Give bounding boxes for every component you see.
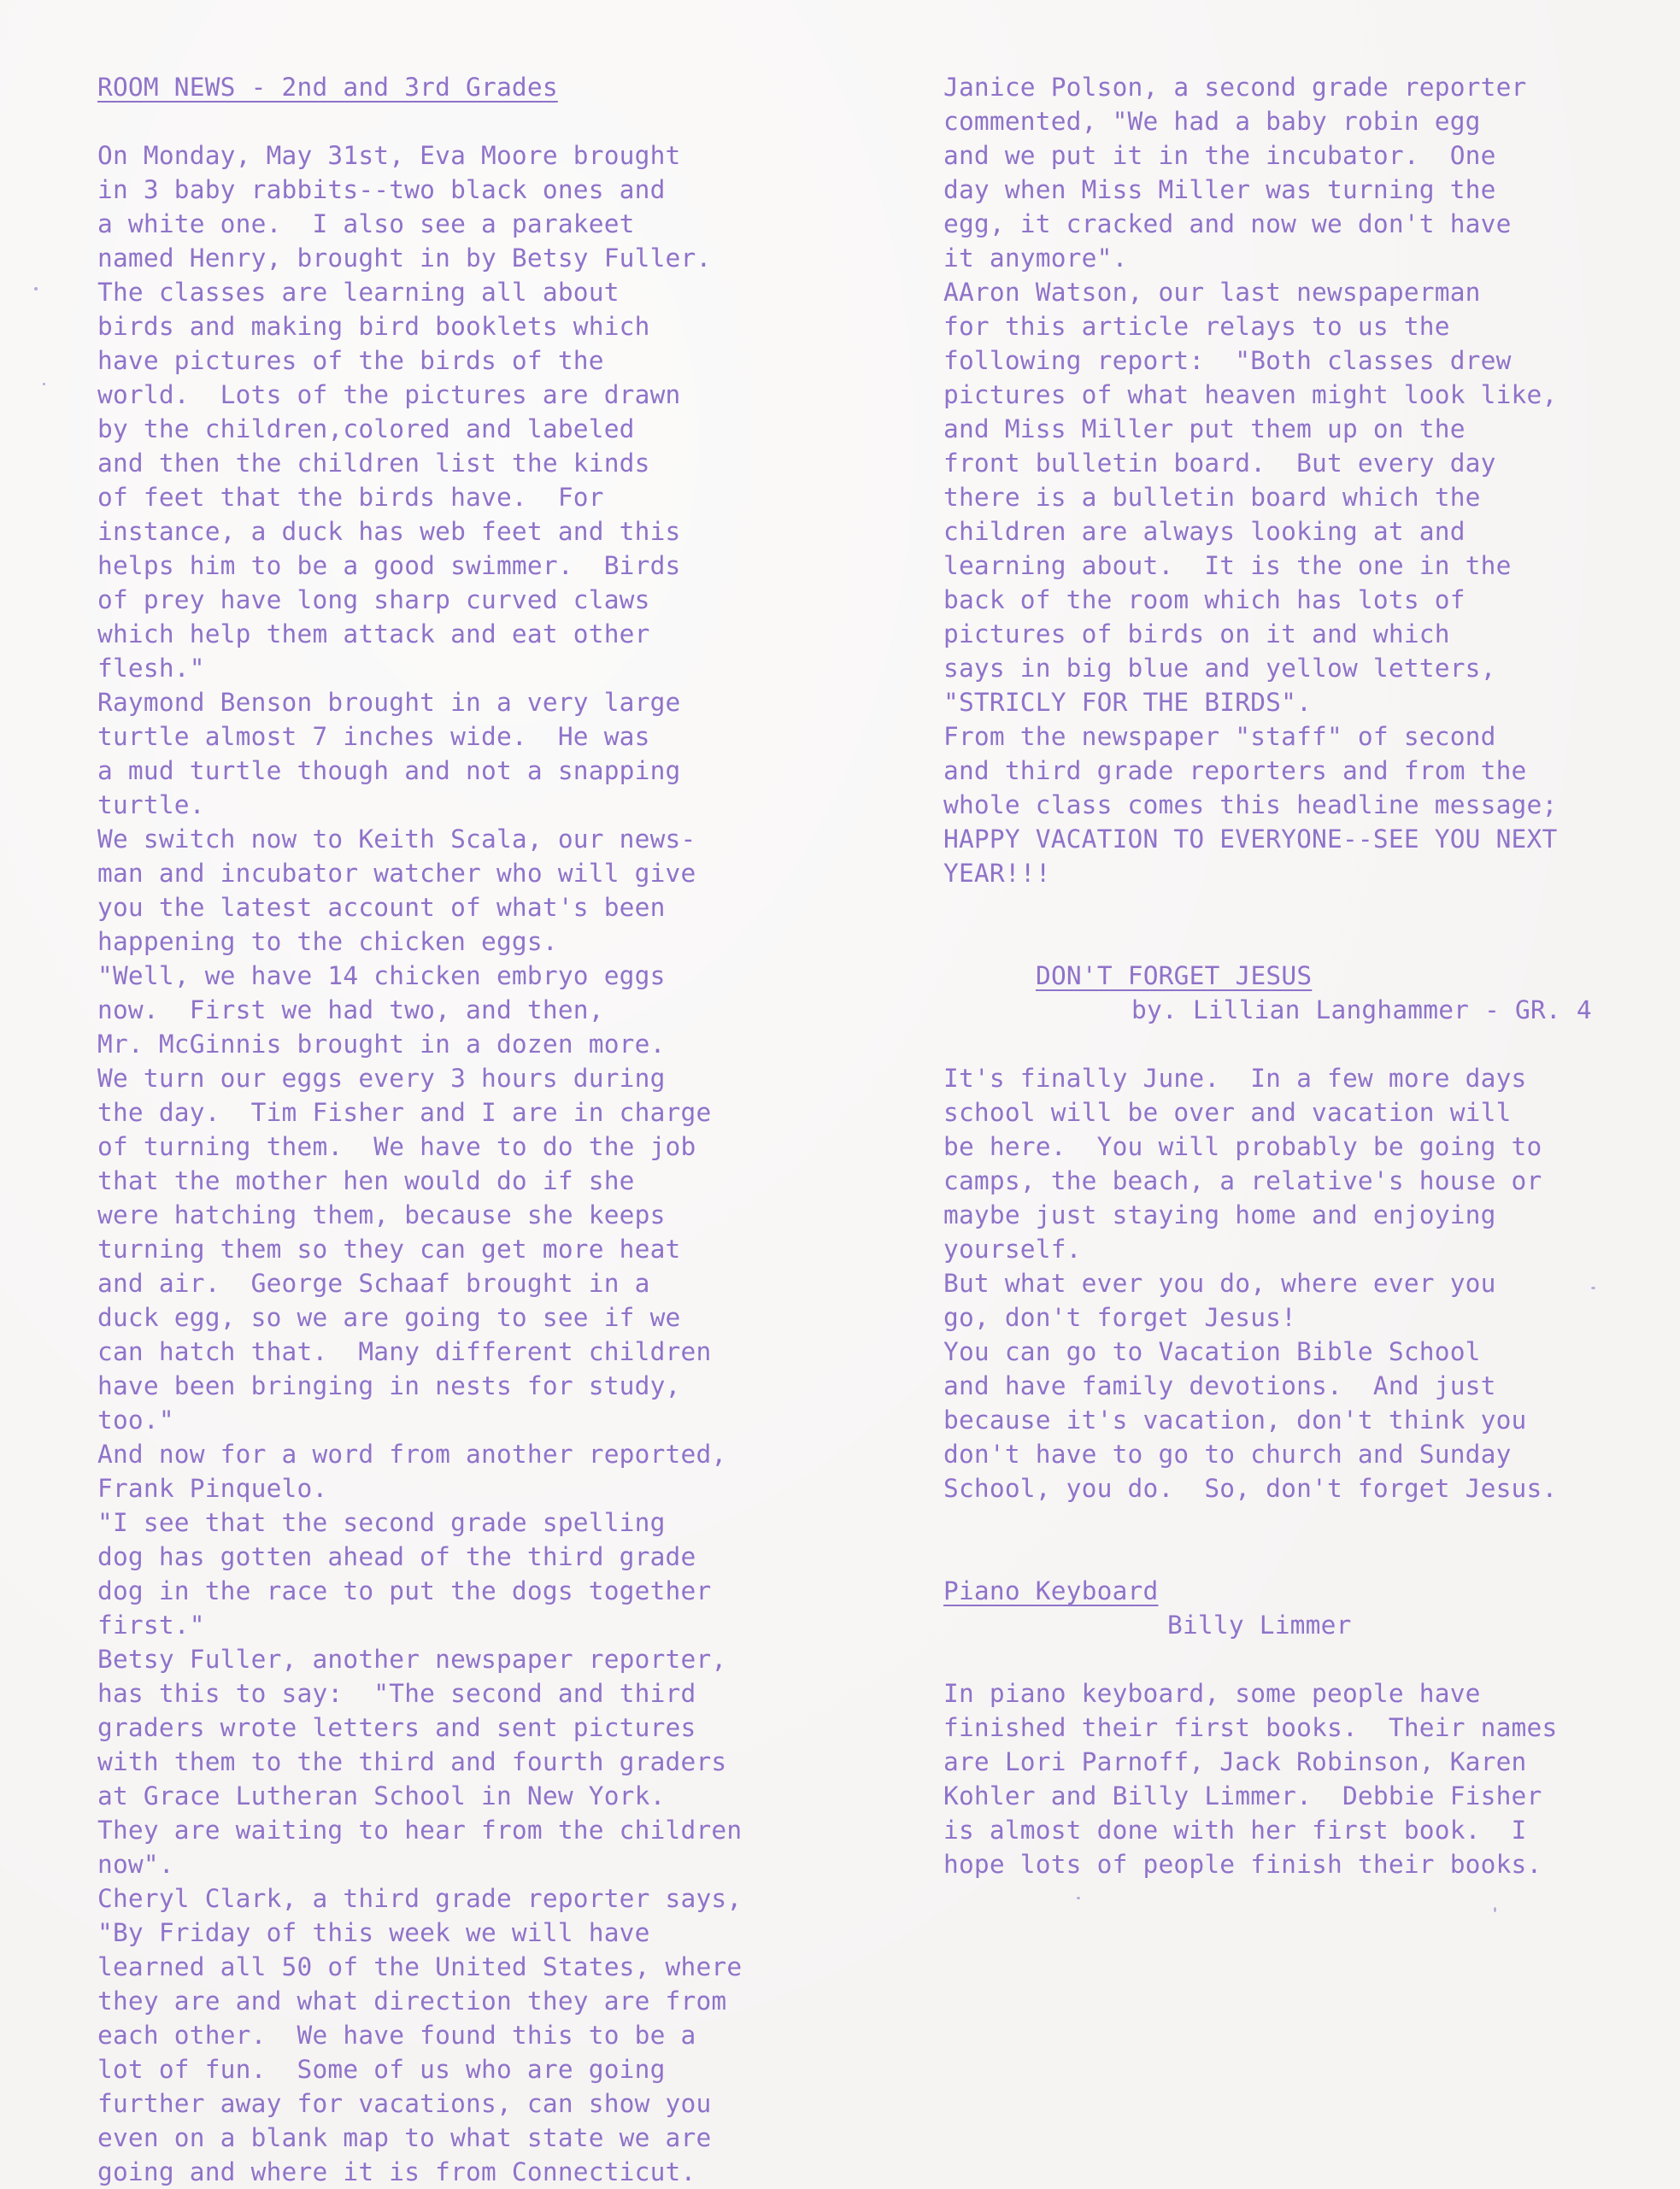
text-line: a white one. I also see a parakeet	[97, 209, 635, 238]
paper-speck	[1591, 1287, 1595, 1289]
text-line: by the children,colored and labeled	[97, 414, 635, 443]
text-line: learning about. It is the one in the	[943, 551, 1512, 580]
text-line: "I see that the second grade spelling	[97, 1508, 666, 1537]
text-line: there is a bulletin board which the	[943, 483, 1481, 512]
text-line: commented, "We had a baby robin egg	[943, 107, 1481, 136]
text-line: for this article relays to us the	[943, 312, 1450, 341]
text-line: They are waiting to hear from the children	[97, 1816, 743, 1845]
text-line: Raymond Benson brought in a very large	[97, 688, 681, 717]
text-line: day when Miss Miller was turning the	[943, 175, 1496, 204]
text-line: further away for vacations, can show you	[97, 2089, 712, 2118]
text-line: can hatch that. Many different children	[97, 1337, 712, 1366]
jesus-article-byline: by. Lillian Langhammer - GR. 4	[1131, 995, 1592, 1024]
text-line: school will be over and vacation will	[943, 1098, 1512, 1127]
text-line: man and incubator watcher who will give	[97, 859, 696, 888]
text-line: they are and what direction they are from	[97, 1987, 727, 2016]
text-line: with them to the third and fourth graders	[97, 1747, 727, 1776]
text-line: of prey have long sharp curved claws	[97, 585, 650, 614]
text-line: front bulletin board. But every day	[943, 449, 1496, 478]
text-line: camps, the beach, a relative's house or	[943, 1166, 1542, 1195]
text-line: "By Friday of this week we will have	[97, 1918, 650, 1947]
text-line: are Lori Parnoff, Jack Robinson, Karen	[943, 1747, 1527, 1776]
text-line: have pictures of the birds of the	[97, 346, 604, 375]
text-line: dog has gotten ahead of the third grade	[97, 1542, 696, 1571]
paper-speck	[43, 383, 45, 385]
text-line: From the newspaper "staff" of second	[943, 722, 1496, 751]
text-line: egg, it cracked and now we don't have	[943, 209, 1512, 238]
text-line: hope lots of people finish their books.	[943, 1850, 1542, 1879]
paper-speck	[1077, 1897, 1080, 1899]
text-line: happening to the chicken eggs.	[97, 927, 558, 956]
text-line: pictures of what heaven might look like,	[943, 380, 1558, 409]
text-line: a mud turtle though and not a snapping	[97, 756, 681, 785]
text-line: go, don't forget Jesus!	[943, 1303, 1297, 1332]
text-line: yourself.	[943, 1235, 1082, 1264]
text-line: AAron Watson, our last newspaperman	[943, 278, 1481, 307]
jesus-article-title: DON'T FORGET JESUS	[1036, 961, 1313, 990]
text-line: and air. George Schaaf brought in a	[97, 1269, 650, 1298]
text-line: named Henry, brought in by Betsy Fuller.	[97, 244, 712, 273]
text-line: turtle.	[97, 790, 205, 819]
text-line: first."	[97, 1611, 205, 1640]
text-line: flesh."	[97, 654, 205, 683]
text-line: "STRICLY FOR THE BIRDS".	[943, 688, 1313, 717]
text-line: have been bringing in nests for study,	[97, 1371, 681, 1400]
text-line: too."	[97, 1406, 174, 1435]
text-line: graders wrote letters and sent pictures	[97, 1713, 696, 1742]
text-line: duck egg, so we are going to see if we	[97, 1303, 681, 1332]
text-line: But what ever you do, where ever you	[943, 1269, 1496, 1298]
text-line: don't have to go to church and Sunday	[943, 1440, 1512, 1469]
text-line: says in big blue and yellow letters,	[943, 654, 1496, 683]
text-line: turning them so they can get more heat	[97, 1235, 681, 1264]
text-line: each other. We have found this to be a	[97, 2021, 696, 2050]
piano-article-body	[943, 1676, 1670, 1881]
text-line: and have family devotions. And just	[943, 1371, 1496, 1400]
text-line: whole class comes this headline message;	[943, 790, 1558, 819]
text-line: instance, a duck has web feet and this	[97, 517, 681, 546]
text-line: And now for a word from another reported,	[97, 1440, 727, 1469]
text-line: the day. Tim Fisher and I are in charge	[97, 1098, 712, 1127]
text-line: We turn our eggs every 3 hours during	[97, 1064, 666, 1093]
text-line: children are always looking at and	[943, 517, 1466, 546]
text-line: birds and making bird booklets which	[97, 312, 650, 341]
text-line: going and where it is from Connecticut.	[97, 2157, 696, 2186]
text-line: world. Lots of the pictures are drawn	[97, 380, 681, 409]
text-line: YEAR!!!	[943, 859, 1051, 888]
piano-article-title: Piano Keyboard	[943, 1576, 1159, 1605]
text-line: The classes are learning all about	[97, 278, 620, 307]
text-line: On Monday, May 31st, Eva Moore brought	[97, 141, 681, 170]
text-line: finished their first books. Their names	[943, 1713, 1558, 1742]
text-line: School, you do. So, don't forget Jesus.	[943, 1474, 1558, 1503]
text-line: of feet that the birds have. For	[97, 483, 604, 512]
left-column	[97, 70, 866, 2189]
text-line: now. First we had two, and then,	[97, 995, 604, 1024]
text-line: In piano keyboard, some people have	[943, 1679, 1481, 1708]
spacer	[943, 1027, 1670, 1061]
text-line: You can go to Vacation Bible School	[943, 1337, 1481, 1366]
text-line: has this to say: "The second and third	[97, 1679, 696, 1708]
text-line: and third grade reporters and from the	[943, 756, 1527, 785]
text-line: it anymore".	[943, 244, 1128, 273]
spacer	[943, 890, 1670, 959]
jesus-article-body	[943, 1061, 1670, 1505]
text-line: learned all 50 of the United States, where	[97, 1952, 743, 1981]
text-line: back of the room which has lots of	[943, 585, 1466, 614]
text-line: helps him to be a good swimmer. Birds	[97, 551, 681, 580]
text-line: which help them attack and eat other	[97, 619, 650, 648]
spacer	[97, 104, 866, 138]
text-line: Kohler and Billy Limmer. Debbie Fisher	[943, 1781, 1542, 1810]
paper-speck	[34, 287, 38, 290]
text-line: that the mother hen would do if she	[97, 1166, 635, 1195]
text-line: you the latest account of what's been	[97, 893, 666, 922]
text-line: "Well, we have 14 chicken embryo eggs	[97, 961, 666, 990]
text-line: and then the children list the kinds	[97, 449, 650, 478]
text-line: Janice Polson, a second grade reporter	[943, 73, 1527, 102]
text-line: following report: "Both classes drew	[943, 346, 1512, 375]
text-line: even on a blank map to what state we are	[97, 2123, 712, 2152]
text-line: and Miss Miller put them up on the	[943, 414, 1466, 443]
right-column	[943, 70, 1670, 1881]
spacer	[943, 1642, 1670, 1676]
spacer	[943, 1505, 1670, 1574]
room-news-body	[97, 138, 866, 2189]
text-line: and we put it in the incubator. One	[943, 141, 1496, 170]
room-news-continuation	[943, 70, 1670, 890]
room-news-heading: ROOM NEWS - 2nd and 3rd Grades	[97, 73, 558, 102]
text-line: lot of fun. Some of us who are going	[97, 2055, 666, 2084]
paper-speck	[1494, 1907, 1496, 1912]
text-line: maybe just staying home and enjoying	[943, 1200, 1496, 1229]
text-line: is almost done with her first book. I	[943, 1816, 1527, 1845]
piano-article-author: Billy Limmer	[1167, 1611, 1352, 1640]
text-line: in 3 baby rabbits--two black ones and	[97, 175, 666, 204]
text-line: Cheryl Clark, a third grade reporter says,	[97, 1884, 743, 1913]
text-line: of turning them. We have to do the job	[97, 1132, 696, 1161]
text-line: It's finally June. In a few more days	[943, 1064, 1527, 1093]
text-line: be here. You will probably be going to	[943, 1132, 1542, 1161]
text-line: HAPPY VACATION TO EVERYONE--SEE YOU NEXT	[943, 825, 1558, 854]
text-line: Betsy Fuller, another newspaper reporter,	[97, 1645, 727, 1674]
text-line: were hatching them, because she keeps	[97, 1200, 666, 1229]
text-line: Mr. McGinnis brought in a dozen more.	[97, 1030, 666, 1059]
text-line: now".	[97, 1850, 174, 1879]
text-line: because it's vacation, don't think you	[943, 1406, 1527, 1435]
text-line: dog in the race to put the dogs together	[97, 1576, 712, 1605]
text-line: pictures of birds on it and which	[943, 619, 1450, 648]
text-line: turtle almost 7 inches wide. He was	[97, 722, 650, 751]
text-line: We switch now to Keith Scala, our news-	[97, 825, 696, 854]
text-line: at Grace Lutheran School in New York.	[97, 1781, 666, 1810]
text-line: Frank Pinquelo.	[97, 1474, 328, 1503]
